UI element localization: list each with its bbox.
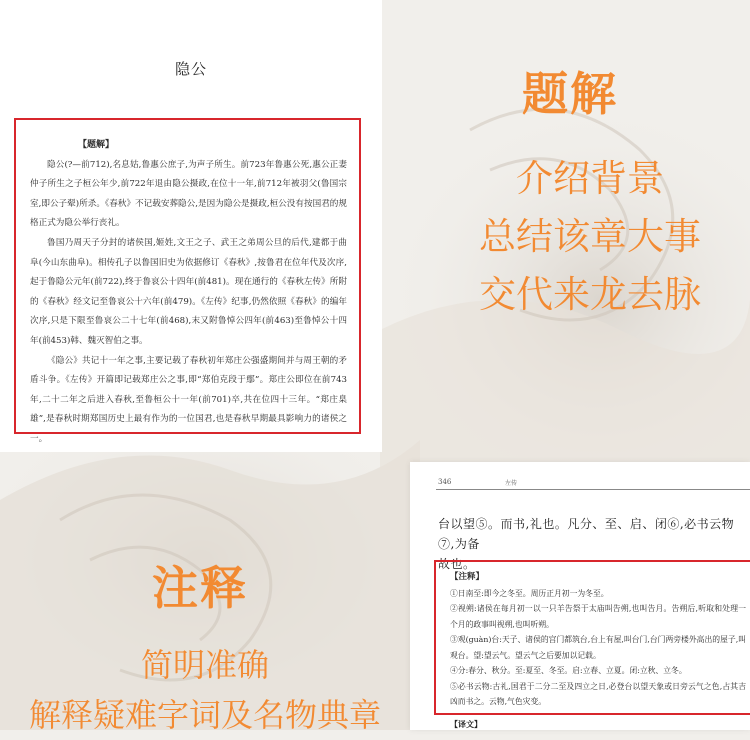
tijie-highlight-box bbox=[14, 118, 361, 444]
section-head-tijie: 【题解】 bbox=[78, 140, 115, 150]
note-item: ①日南至:即今之冬至。周历正月初一为冬至。 bbox=[450, 588, 609, 598]
paragraph: 鲁国乃周天子分封的诸侯国,姬姓,文王之子、武王之弟周公旦的后代,建都于曲阜(今山东曲阜)。相传孔子以鲁国旧史为依据修订《春秋》,按鲁君在位年代及次序,起于鲁隐公元年(前722),终于鲁哀公十四年(前481)。现在通行的《春秋左传》所附的《春秋》经文记至鲁哀公十六年(前479)。《左传》纪事,仍然依照《春秋》的编年次序,只是下限至鲁哀公二十七年(前468),末又附鲁悼公四年(前463)至鲁悼公十四年(前453)韩、魏灭智伯之事。 bbox=[30, 237, 347, 346]
running-head: 左传 bbox=[505, 480, 518, 487]
text-line: 台以望⑤。而书,礼也。凡分、至、启、闭⑥,必书云物⑦,为备 bbox=[438, 517, 735, 551]
note-item: ⑤必书云物:古礼,国君于二分二至及四立之日,必登台以望天象或日旁云气之色,占其吉凶而书之。云物,气色灾变。 bbox=[450, 681, 746, 706]
desc-line: 总结该章大事 bbox=[479, 215, 701, 258]
paragraph: 隐公(?—前712),名息姑,鲁惠公庶子,为声子所生。前723年鲁惠公死,惠公正妻仲子所生之子桓公年少,前722年退由隐公摄政,在位十一年,前712年被羽父(鲁国宗室,即公子翚)所杀。《春秋》不记载安葬隐公,是因为隐公是摄政,桓公没有按国君的规格正式为隐公举行丧礼。 bbox=[30, 159, 347, 229]
notes-content bbox=[450, 570, 746, 710]
page-title: 隐公 bbox=[174, 60, 207, 78]
page-number: 346 bbox=[438, 478, 452, 486]
zhushi-description bbox=[0, 640, 410, 740]
book-page-top bbox=[0, 0, 382, 452]
zhushi-highlight-box bbox=[434, 560, 750, 715]
desc-line: 交代来龙去脉 bbox=[479, 273, 701, 316]
text-line: 故也。 bbox=[438, 557, 476, 571]
desc-line: 介绍背景 bbox=[516, 157, 664, 200]
book-page-bottom bbox=[410, 462, 750, 730]
heading-tijie: 题解 bbox=[522, 67, 618, 121]
paragraph: 《隐公》共记十一年之事,主要记载了春秋初年郑庄公强盛期间并与周王朝的矛盾斗争。《左传》开篇即记载郑庄公之事,即“郑伯克段于鄢”。郑庄公即位在前743年,二十二年之后进入春秋,至鲁桓公十一年(前701)卒,共在位四十三年。“郑庄臬雄”,是春秋时期郑国历史上最有作为的一位国君,也是春秋早期最具影响力的诸侯之一。 bbox=[30, 355, 347, 444]
header-rule bbox=[436, 489, 750, 490]
heading-zhushi: 注释 bbox=[152, 561, 248, 615]
tijie-content bbox=[30, 136, 347, 450]
tijie-paragraphs bbox=[30, 156, 347, 450]
note-item: ③观(guàn)台:天子、诸侯的宫门都筑台,台上有屋,叫台门,台门两旁楼外高出的屋子,叫观台。望:望云气。望云气之后要加以记载。 bbox=[450, 635, 746, 660]
tijie-description bbox=[430, 150, 750, 324]
desc-line: 简明准确 bbox=[140, 646, 269, 684]
desc-line: 解释疑难字词及名物典章 bbox=[28, 696, 381, 734]
section-head-translation: 【译文】 bbox=[450, 719, 482, 729]
note-item: ②视朔:诸侯在每月初一以一只羊告祭于太庙叫告朔,也叫告月。告朔后,听取和处理一个月的政事叫视朔,也叫听朔。 bbox=[450, 604, 746, 629]
section-head-notes: 【注释】 bbox=[450, 572, 485, 582]
note-item: ④分:春分、秋分。至:夏至、冬至。启:立春、立夏。闭:立秋、立冬。 bbox=[450, 666, 687, 675]
